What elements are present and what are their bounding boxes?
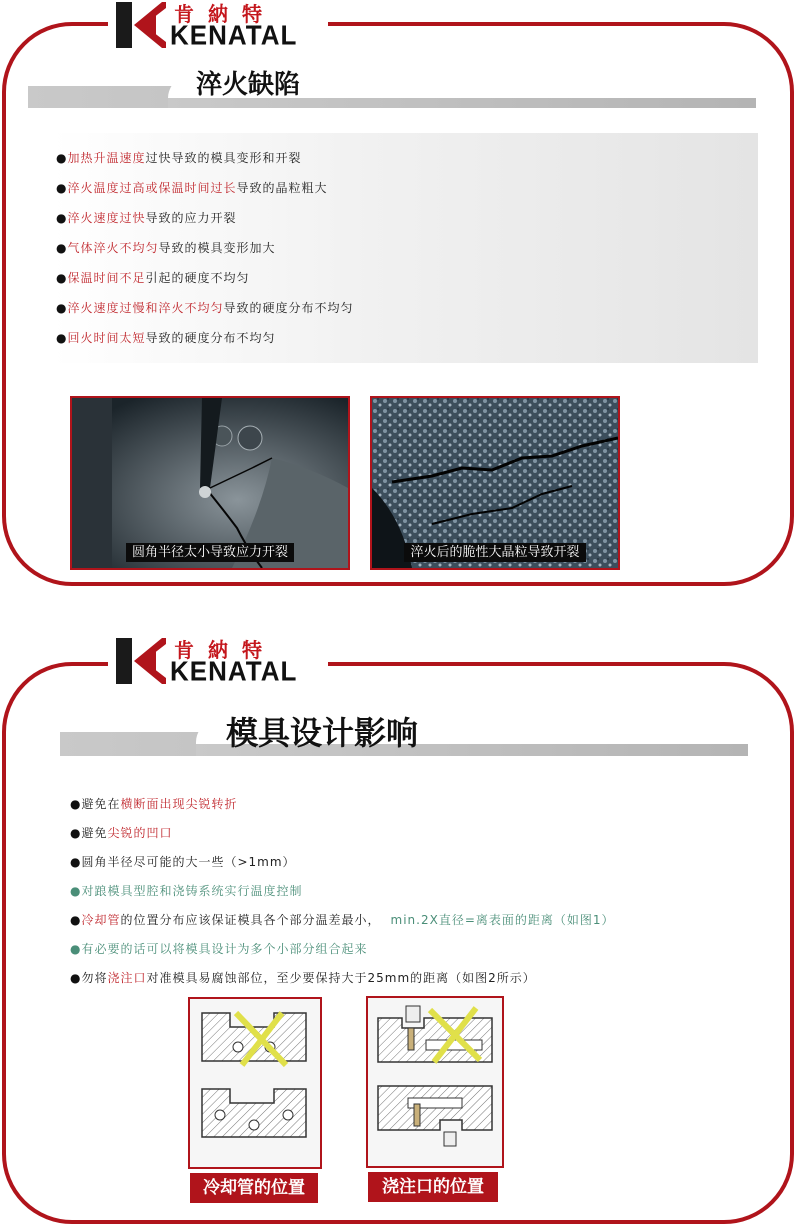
brand-logo [108,0,328,50]
brand-english-name: KENATAL [170,655,298,687]
gate-position-label: 浇注口的位置 [368,1172,498,1202]
list-item: ●气体淬火不均匀导致的模具变形加大 [56,241,276,255]
list-item: ●对踉模具型腔和浇铸系统实行温度控制 [70,884,303,898]
k-logo-icon [116,2,166,48]
gate-position-diagram [368,998,502,1166]
section-title: 模具设计影响 [226,714,419,752]
list-item: ●淬火速度过慢和淬火不均匀导致的硬度分布不均匀 [56,301,354,315]
list-item: ●保温时间不足引起的硬度不均匀 [56,271,250,285]
list-item: ●冷却管的位置分布应该保证模具各个部分温差最小， min.2X直径=离表面的距离（如图1） [70,913,615,927]
list-item: ●勿将浇注口对准模具易腐蚀部位，至少要保持大于25mm的距离（如图2所示） [70,971,536,985]
list-item: ●圆角半径尽可能的大一些（>1mm） [70,855,296,869]
gate-position-figure [366,996,504,1168]
brand-chinese-name: 肯納特 [174,638,276,662]
brand-logo [108,636,328,686]
list-item: ●有必要的话可以将模具设计为多个小部分组合起来 [70,942,368,956]
grain-crack-photo [370,396,620,570]
k-logo-icon [116,638,166,684]
photo-caption: 圆角半径太小导致应力开裂 [72,541,348,560]
stress-crack-photo [70,396,350,570]
brand-english-name: KENATAL [170,19,298,51]
brand-chinese-name: 肯納特 [174,2,276,26]
cooling-pipe-label: 冷却管的位置 [190,1173,318,1203]
list-item: ●避免尖锐的凹口 [70,826,173,840]
photo-caption: 淬火后的脆性大晶粒导致开裂 [372,541,618,560]
list-item: ●淬火温度过高或保温时间过长导致的晶粒粗大 [56,181,328,195]
section-title: 淬火缺陷 [196,70,301,100]
list-item: ●避免在横断面出现尖锐转折 [70,797,238,811]
cooling-pipe-figure [188,997,322,1169]
list-item: ●加热升温速度过快导致的模具变形和开裂 [56,151,302,165]
cooling-pipe-diagram [190,999,320,1167]
list-item: ●淬火速度过快导致的应力开裂 [56,211,237,225]
list-item: ●回火时间太短导致的硬度分布不均匀 [56,331,276,345]
